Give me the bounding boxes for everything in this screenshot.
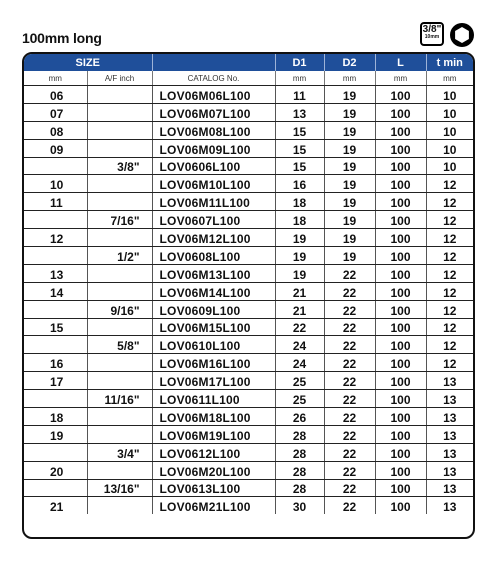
- tmin-cell: 10: [426, 157, 473, 175]
- tmin-cell: 13: [426, 443, 473, 461]
- page-title: 100mm long: [22, 30, 102, 46]
- length-cell: 100: [375, 175, 426, 193]
- catalog-number-cell: LOV0610L100: [152, 336, 275, 354]
- length-cell: 100: [375, 461, 426, 479]
- table-row: [24, 408, 473, 426]
- catalog-number-cell: LOV06M15L100: [152, 318, 275, 336]
- d1-cell: 24: [275, 354, 324, 372]
- d2-cell: 22: [324, 300, 375, 318]
- table-header-row: [24, 54, 473, 71]
- size-mm-cell: 12: [24, 229, 87, 247]
- length-cell: 100: [375, 264, 426, 282]
- tmin-cell: 13: [426, 408, 473, 426]
- d2-cell: 22: [324, 354, 375, 372]
- size-mm-cell: 10: [24, 175, 87, 193]
- d1-cell: 15: [275, 139, 324, 157]
- length-cell: 100: [375, 86, 426, 104]
- length-cell: 100: [375, 193, 426, 211]
- size-af-inch-cell: [87, 264, 152, 282]
- catalog-number-cell: LOV0609L100: [152, 300, 275, 318]
- d1-cell: 16: [275, 175, 324, 193]
- header-size: SIZE: [24, 54, 152, 71]
- size-af-inch-cell: [87, 282, 152, 300]
- table-row: [24, 479, 473, 497]
- d1-cell: 13: [275, 103, 324, 121]
- catalog-number-cell: LOV06M18L100: [152, 408, 275, 426]
- d1-cell: 25: [275, 372, 324, 390]
- catalog-number-cell: LOV0612L100: [152, 443, 275, 461]
- d2-cell: 19: [324, 247, 375, 265]
- d1-cell: 21: [275, 300, 324, 318]
- catalog-number-cell: LOV0607L100: [152, 211, 275, 229]
- header-tmin: t min: [426, 54, 473, 71]
- d1-cell: 15: [275, 121, 324, 139]
- size-mm-cell: 06: [24, 86, 87, 104]
- table-row: [24, 229, 473, 247]
- d1-cell: 15: [275, 157, 324, 175]
- catalog-number-cell: LOV06M14L100: [152, 282, 275, 300]
- length-cell: 100: [375, 103, 426, 121]
- size-mm-cell: [24, 443, 87, 461]
- d1-cell: 21: [275, 282, 324, 300]
- length-cell: 100: [375, 139, 426, 157]
- catalog-number-cell: LOV06M19L100: [152, 425, 275, 443]
- tmin-cell: 12: [426, 336, 473, 354]
- tmin-cell: 12: [426, 264, 473, 282]
- table-row: [24, 390, 473, 408]
- size-af-inch-cell: [87, 103, 152, 121]
- catalog-number-cell: LOV0606L100: [152, 157, 275, 175]
- unit-catalog: CATALOG No.: [152, 71, 275, 86]
- table-row: [24, 193, 473, 211]
- catalog-number-cell: LOV06M17L100: [152, 372, 275, 390]
- tmin-cell: 13: [443, 500, 457, 515]
- length-cell: 100: [375, 121, 426, 139]
- unit-d1: mm: [275, 71, 324, 86]
- length-cell: 100: [375, 443, 426, 461]
- catalog-number-cell: LOV06M06L100: [152, 86, 275, 104]
- header-catalog-blank: [152, 54, 275, 71]
- header-d1: D1: [275, 54, 324, 71]
- d1-cell: 30: [275, 497, 324, 514]
- d2-cell: 22: [324, 497, 375, 514]
- tmin-cell: 12: [426, 282, 473, 300]
- drive-size-badge: [420, 22, 444, 46]
- size-mm-cell: 16: [24, 354, 87, 372]
- d2-cell: 22: [324, 461, 375, 479]
- catalog-number-cell: LOV0608L100: [152, 247, 275, 265]
- length-cell: 100: [375, 336, 426, 354]
- size-mm-cell: [24, 390, 87, 408]
- catalog-number-cell: LOV0613L100: [152, 479, 275, 497]
- length-cell: 100: [375, 247, 426, 265]
- size-af-inch-cell: 13/16": [87, 479, 152, 497]
- d1-cell: 19: [275, 229, 324, 247]
- d2-cell: 22: [324, 479, 375, 497]
- size-af-inch-cell: 3/8": [87, 157, 152, 175]
- length-cell: 100: [375, 318, 426, 336]
- tmin-cell: 10: [426, 103, 473, 121]
- tmin-cell: 13: [426, 390, 473, 408]
- table-row: [24, 354, 473, 372]
- size-mm-cell: [24, 211, 87, 229]
- tmin-cell: 13: [426, 461, 473, 479]
- size-af-inch-cell: [87, 193, 152, 211]
- table-row: [24, 121, 473, 139]
- d2-cell: 22: [324, 318, 375, 336]
- tmin-cell: 12: [426, 354, 473, 372]
- d2-cell: 19: [324, 175, 375, 193]
- d2-cell: 22: [324, 425, 375, 443]
- size-af-inch-cell: [87, 408, 152, 426]
- catalog-number-cell: LOV06M09L100: [152, 139, 275, 157]
- length-cell: 100: [375, 497, 426, 514]
- table-row: [24, 461, 473, 479]
- size-mm-cell: [24, 300, 87, 318]
- table-row: [24, 247, 473, 265]
- size-af-inch-cell: [87, 86, 152, 104]
- size-mm-cell: [24, 157, 87, 175]
- table-row: [24, 139, 473, 157]
- table-row: [24, 86, 473, 104]
- tmin-cell: 12: [426, 175, 473, 193]
- catalog-number-cell: LOV06M11L100: [152, 193, 275, 211]
- d2-cell: 19: [324, 211, 375, 229]
- size-af-inch-cell: 1/2": [87, 247, 152, 265]
- d1-cell: 28: [275, 479, 324, 497]
- tmin-cell: 12: [426, 300, 473, 318]
- tmin-cell: 12: [426, 318, 473, 336]
- d1-cell: 26: [275, 408, 324, 426]
- size-mm-cell: 11: [24, 193, 87, 211]
- d2-cell: 22: [324, 264, 375, 282]
- tmin-cell: 13: [426, 372, 473, 390]
- size-mm-cell: [24, 247, 87, 265]
- d2-cell: 22: [324, 408, 375, 426]
- size-af-inch-cell: [87, 318, 152, 336]
- table-row: [24, 425, 473, 443]
- d1-cell: 22: [275, 318, 324, 336]
- tmin-cell: 13: [426, 479, 473, 497]
- size-mm-cell: 17: [24, 372, 87, 390]
- table-row: [24, 443, 473, 461]
- table-unit-row: [24, 71, 473, 86]
- hex-socket-icon: [449, 22, 475, 48]
- size-af-inch-cell: 7/16": [87, 211, 152, 229]
- table-row: [24, 318, 473, 336]
- size-af-inch-cell: 3/4": [87, 443, 152, 461]
- tmin-cell: 13: [426, 425, 473, 443]
- socket-spec-table: [22, 52, 475, 539]
- size-af-inch-cell: [87, 354, 152, 372]
- tmin-cell: 10: [426, 139, 473, 157]
- size-af-inch-cell: [87, 461, 152, 479]
- length-cell: 100: [375, 372, 426, 390]
- unit-mm: mm: [24, 71, 87, 86]
- size-mm-cell: 13: [24, 264, 87, 282]
- drive-size-fraction: 3/8": [422, 24, 442, 35]
- catalog-number-cell: LOV06M07L100: [152, 103, 275, 121]
- d2-cell: 19: [324, 121, 375, 139]
- length-cell: 100: [375, 300, 426, 318]
- tmin-cell: 12: [426, 247, 473, 265]
- tmin-cell: 12: [426, 229, 473, 247]
- catalog-number-cell: LOV06M21L100: [152, 497, 275, 514]
- size-af-inch-cell: 5/8": [87, 336, 152, 354]
- drive-size-mm: 10mm: [424, 34, 440, 40]
- size-af-inch-cell: [87, 121, 152, 139]
- table-row: [24, 157, 473, 175]
- length-cell: 100: [375, 354, 426, 372]
- catalog-number-cell: LOV06M20L100: [152, 461, 275, 479]
- length-cell: 100: [375, 390, 426, 408]
- table-row: [24, 336, 473, 354]
- d2-cell: 22: [324, 443, 375, 461]
- unit-l: mm: [375, 71, 426, 86]
- unit-d2: mm: [324, 71, 375, 86]
- size-af-inch-cell: [87, 139, 152, 157]
- d1-cell: 18: [275, 193, 324, 211]
- length-cell: 100: [375, 157, 426, 175]
- d2-cell: 22: [324, 372, 375, 390]
- tmin-cell: 10: [426, 86, 473, 104]
- length-cell: 100: [375, 282, 426, 300]
- catalog-number-cell: LOV0611L100: [152, 390, 275, 408]
- table-row: [24, 300, 473, 318]
- d2-cell: 22: [324, 282, 375, 300]
- d1-cell: 28: [275, 461, 324, 479]
- size-af-inch-cell: 11/16": [87, 390, 152, 408]
- table-row: [24, 175, 473, 193]
- size-af-inch-cell: [87, 372, 152, 390]
- table-row: [24, 497, 473, 514]
- table-row: [24, 264, 473, 282]
- header-l: L: [375, 54, 426, 71]
- d2-cell: 19: [324, 193, 375, 211]
- table-row: [24, 372, 473, 390]
- size-mm-cell: 09: [24, 139, 87, 157]
- size-af-inch-cell: [87, 229, 152, 247]
- size-mm-cell: 20: [24, 461, 87, 479]
- length-cell: 100: [375, 425, 426, 443]
- length-cell: 100: [375, 408, 426, 426]
- size-af-inch-cell: [87, 175, 152, 193]
- d2-cell: 19: [324, 86, 375, 104]
- length-cell: 100: [375, 211, 426, 229]
- tmin-cell: 12: [426, 193, 473, 211]
- catalog-number-cell: LOV06M08L100: [152, 121, 275, 139]
- unit-af-inch: A/F inch: [87, 71, 152, 86]
- d1-cell: 24: [275, 336, 324, 354]
- size-af-inch-cell: 9/16": [87, 300, 152, 318]
- d1-cell: 11: [275, 86, 324, 104]
- d2-cell: 19: [324, 139, 375, 157]
- header-d2: D2: [324, 54, 375, 71]
- size-mm-cell: 08: [24, 121, 87, 139]
- size-mm-cell: 14: [24, 282, 87, 300]
- catalog-number-cell: LOV06M12L100: [152, 229, 275, 247]
- catalog-number-cell: LOV06M16L100: [152, 354, 275, 372]
- d1-cell: 19: [275, 247, 324, 265]
- catalog-number-cell: LOV06M13L100: [152, 264, 275, 282]
- size-af-inch-cell: [87, 497, 152, 514]
- d1-cell: 28: [275, 443, 324, 461]
- d1-cell: 25: [275, 390, 324, 408]
- table-row: [24, 103, 473, 121]
- length-cell: 100: [375, 229, 426, 247]
- table-body: [24, 86, 473, 515]
- table-row: [24, 211, 473, 229]
- length-cell: 100: [375, 479, 426, 497]
- d1-cell: 28: [275, 425, 324, 443]
- size-mm-cell: 07: [24, 103, 87, 121]
- size-mm-cell: [24, 336, 87, 354]
- unit-tmin: mm: [426, 71, 473, 86]
- d2-cell: 22: [324, 390, 375, 408]
- d2-cell: 19: [324, 229, 375, 247]
- size-mm-cell: 15: [24, 318, 87, 336]
- d2-cell: 19: [324, 103, 375, 121]
- tmin-cell: 10: [426, 121, 473, 139]
- tmin-cell: 12: [426, 211, 473, 229]
- d1-cell: 18: [275, 211, 324, 229]
- size-mm-cell: 21: [24, 497, 87, 514]
- catalog-number-cell: LOV06M10L100: [152, 175, 275, 193]
- size-mm-cell: 18: [24, 408, 87, 426]
- size-mm-cell: [24, 479, 87, 497]
- size-af-inch-cell: [87, 425, 152, 443]
- d2-cell: 22: [324, 336, 375, 354]
- table-row: [24, 282, 473, 300]
- d1-cell: 19: [275, 264, 324, 282]
- size-mm-cell: 19: [24, 425, 87, 443]
- d2-cell: 19: [324, 157, 375, 175]
